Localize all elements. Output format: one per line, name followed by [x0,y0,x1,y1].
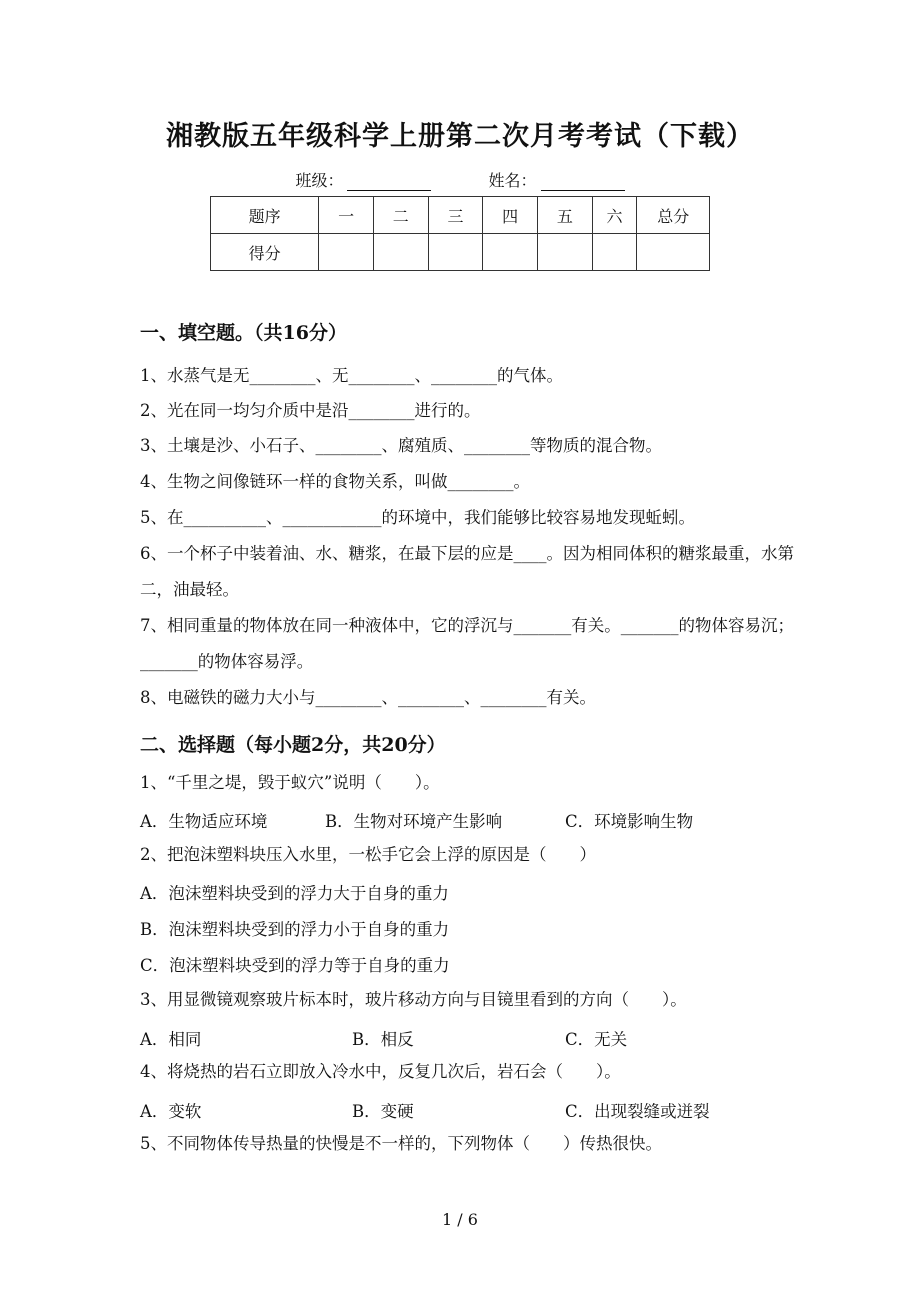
option-c[interactable]: C．出现裂缝或迸裂 [565,1102,710,1121]
fill-question-7: 7、相同重量的物体放在同一种液体中，它的浮沉与_______有关。_______的物体容易沉；_______的物体容易浮。 [140,616,794,671]
score-cell[interactable] [428,234,483,271]
option-c[interactable]: C．无关 [565,1030,628,1049]
class-blank[interactable] [347,176,431,191]
student-info [0,168,920,191]
score-header-cell: 二 [373,197,428,234]
option-c[interactable]: C．环境影响生物 [565,812,694,831]
choice-question-4: 4、将烧热的岩石立即放入冷水中，反复几次后，岩石会（ ）。 [140,1062,621,1081]
score-header-cell: 题序 [211,197,319,234]
fill-question-3: 3、土壤是沙、小石子、________、腐殖质、________等物质的混合物。 [140,436,662,455]
fill-question-6: 6、一个杯子中装着油、水、糖浆，在最下层的应是____。因为相同体积的糖浆最重，水第二，油最轻。 [140,544,794,599]
fill-question-2: 2、光在同一均匀介质中是沿________进行的。 [140,401,481,420]
score-header-cell: 五 [537,197,592,234]
choice-question-1: 1、“千里之堤，毁于蚁穴”说明（ ）。 [140,773,440,792]
score-header-cell: 六 [592,197,637,234]
score-value-row [211,234,710,271]
option-b[interactable]: B．相反 [352,1030,414,1049]
choice-question-2: 2、把泡沫塑料块压入水里，一松手它会上浮的原因是（ ） [140,845,596,864]
score-header-cell: 四 [483,197,538,234]
fill-question-8: 8、电磁铁的磁力大小与________、________、________有关。 [140,688,596,707]
page-title: 湘教版五年级科学上册第二次月考考试（下载） [166,121,754,152]
name-label: 姓名： [488,171,537,190]
score-cell[interactable] [373,234,428,271]
score-header-cell: 三 [428,197,483,234]
fill-question-1: 1、水蒸气是无________、无________、________的气体。 [140,366,563,385]
score-cell[interactable] [537,234,592,271]
option-a[interactable]: A．相同 [140,1030,202,1049]
section1-heading: 一、填空题。（共16分） [140,322,347,344]
section2-heading: 二、选择题（每小题2分，共20分） [140,734,446,756]
score-cell[interactable] [319,234,374,271]
class-field [295,168,431,191]
option-a[interactable]: A．变软 [140,1102,202,1121]
score-cell[interactable] [637,234,710,271]
fill-question-4: 4、生物之间像链环一样的食物关系，叫做________。 [140,472,530,491]
fill-question-5: 5、在__________、____________的环境中，我们能够比较容易地发现蚯蚓。 [140,508,695,527]
score-header-row [211,197,710,234]
score-header-cell: 总分 [637,197,710,234]
option-c[interactable]: C．泡沫塑料块受到的浮力等于自身的重力 [140,956,450,975]
option-b[interactable]: B．生物对环境产生影响 [325,812,503,831]
option-b[interactable]: B．泡沫塑料块受到的浮力小于自身的重力 [140,920,450,939]
class-label: 班级： [295,171,344,190]
option-b[interactable]: B．变硬 [352,1102,414,1121]
score-table [210,196,710,271]
score-row-label: 得分 [211,234,319,271]
score-cell[interactable] [592,234,637,271]
choice-question-5: 5、不同物体传导热量的快慢是不一样的，下列物体（ ）传热很快。 [140,1134,662,1153]
score-cell[interactable] [483,234,538,271]
page-number: 1 / 6 [442,1210,478,1229]
option-a[interactable]: A．泡沫塑料块受到的浮力大于自身的重力 [140,884,449,903]
name-blank[interactable] [541,176,625,191]
score-header-cell: 一 [319,197,374,234]
option-a[interactable]: A．生物适应环境 [140,812,268,831]
name-field [489,168,625,191]
choice-question-3: 3、用显微镜观察玻片标本时，玻片移动方向与目镜里看到的方向（ ）。 [140,990,687,1009]
